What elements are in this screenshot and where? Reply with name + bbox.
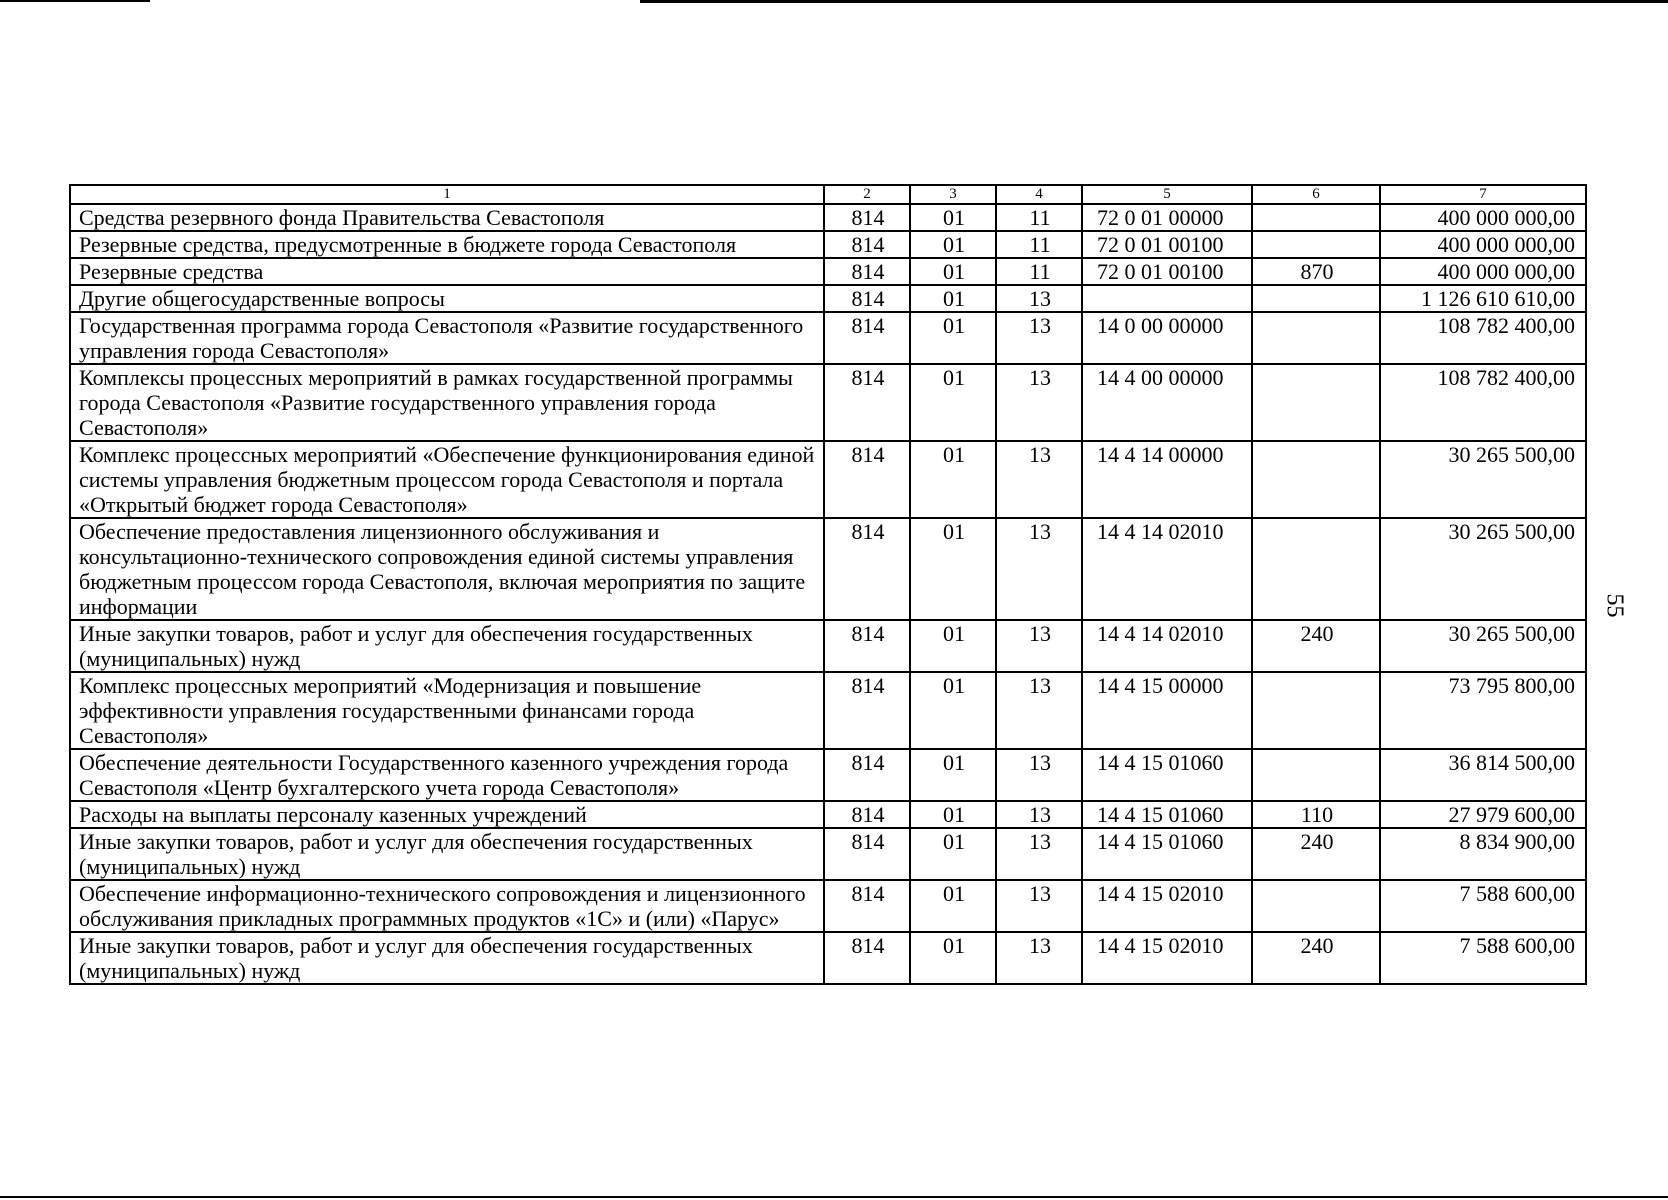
row-name-cell: Иные закупки товаров, работ и услуг для обеспечения государственных (муниципальных) нужд [70, 932, 824, 984]
row-target-article: 14 4 14 02010 [1082, 620, 1252, 672]
column-number: 6 [1252, 185, 1380, 204]
row-expense-type [1252, 312, 1380, 364]
table-row [70, 749, 1586, 801]
table-row [70, 932, 1586, 984]
column-number: 2 [824, 185, 910, 204]
row-department-code: 814 [824, 204, 910, 231]
row-subsection-code: 11 [996, 204, 1082, 231]
row-expense-type [1252, 672, 1380, 749]
row-target-article: 14 4 14 00000 [1082, 441, 1252, 518]
row-expense-type: 870 [1252, 258, 1380, 285]
row-department-code: 814 [824, 801, 910, 828]
row-subsection-code: 13 [996, 880, 1082, 932]
row-department-code: 814 [824, 749, 910, 801]
row-subsection-code: 13 [996, 518, 1082, 620]
table-row [70, 364, 1586, 441]
row-expense-type [1252, 441, 1380, 518]
row-target-article: 72 0 01 00100 [1082, 231, 1252, 258]
row-section-code: 01 [910, 620, 996, 672]
row-target-article: 14 0 00 00000 [1082, 312, 1252, 364]
row-department-code: 814 [824, 932, 910, 984]
row-name-cell: Резервные средства [70, 258, 824, 285]
row-subsection-code: 13 [996, 801, 1082, 828]
table-row [70, 258, 1586, 285]
row-name-cell: Комплексы процессных мероприятий в рамках государственной программы города Севастополя «Развитие государственного управления города Севастополя» [70, 364, 824, 441]
row-amount: 7 588 600,00 [1380, 932, 1586, 984]
row-subsection-code: 13 [996, 932, 1082, 984]
row-subsection-code: 11 [996, 231, 1082, 258]
row-expense-type [1252, 518, 1380, 620]
table-row [70, 285, 1586, 312]
table-row [70, 441, 1586, 518]
row-section-code: 01 [910, 441, 996, 518]
row-section-code: 01 [910, 364, 996, 441]
table-row [70, 231, 1586, 258]
row-target-article: 14 4 15 02010 [1082, 932, 1252, 984]
table-row [70, 518, 1586, 620]
row-target-article: 14 4 00 00000 [1082, 364, 1252, 441]
row-name-cell: Резервные средства, предусмотренные в бюджете города Севастополя [70, 231, 824, 258]
row-section-code: 01 [910, 749, 996, 801]
row-name-cell: Средства резервного фонда Правительства Севастополя [70, 204, 824, 231]
row-section-code: 01 [910, 258, 996, 285]
row-subsection-code: 13 [996, 285, 1082, 312]
row-department-code: 814 [824, 672, 910, 749]
row-target-article: 72 0 01 00100 [1082, 258, 1252, 285]
row-subsection-code: 13 [996, 312, 1082, 364]
row-target-article: 14 4 14 02010 [1082, 518, 1252, 620]
row-expense-type [1252, 285, 1380, 312]
table-row [70, 880, 1586, 932]
row-target-article: 14 4 15 01060 [1082, 801, 1252, 828]
row-subsection-code: 13 [996, 828, 1082, 880]
row-department-code: 814 [824, 441, 910, 518]
column-number: 3 [910, 185, 996, 204]
row-amount: 8 834 900,00 [1380, 828, 1586, 880]
row-subsection-code: 13 [996, 620, 1082, 672]
row-department-code: 814 [824, 312, 910, 364]
row-department-code: 814 [824, 364, 910, 441]
row-name-cell: Расходы на выплаты персоналу казенных учреждений [70, 801, 824, 828]
row-name-cell: Обеспечение деятельности Государственного казенного учреждения города Севастополя «Центр бухгалтерского учета города Севастополя» [70, 749, 824, 801]
row-section-code: 01 [910, 204, 996, 231]
row-subsection-code: 13 [996, 441, 1082, 518]
row-name-cell: Обеспечение предоставления лицензионного обслуживания и консультационно-технического сопровождения единой системы управления бюджетным процессом города Севастополя, включая мероприятия по защите информации [70, 518, 824, 620]
row-name-cell: Другие общегосударственные вопросы [70, 285, 824, 312]
row-expense-type [1252, 364, 1380, 441]
row-amount: 108 782 400,00 [1380, 364, 1586, 441]
row-department-code: 814 [824, 620, 910, 672]
row-expense-type: 240 [1252, 620, 1380, 672]
row-section-code: 01 [910, 231, 996, 258]
row-target-article [1082, 285, 1252, 312]
row-expense-type [1252, 204, 1380, 231]
row-section-code: 01 [910, 285, 996, 312]
row-expense-type [1252, 749, 1380, 801]
column-number: 7 [1380, 185, 1586, 204]
row-target-article: 72 0 01 00000 [1082, 204, 1252, 231]
row-target-article: 14 4 15 01060 [1082, 749, 1252, 801]
row-amount: 400 000 000,00 [1380, 258, 1586, 285]
row-subsection-code: 11 [996, 258, 1082, 285]
row-section-code: 01 [910, 312, 996, 364]
table-row [70, 312, 1586, 364]
row-expense-type: 240 [1252, 828, 1380, 880]
row-amount: 30 265 500,00 [1380, 441, 1586, 518]
column-number: 5 [1082, 185, 1252, 204]
table-row [70, 204, 1586, 231]
row-name-cell: Иные закупки товаров, работ и услуг для обеспечения государственных (муниципальных) нужд [70, 828, 824, 880]
row-department-code: 814 [824, 231, 910, 258]
row-subsection-code: 13 [996, 364, 1082, 441]
scan-edge-line [640, 0, 1668, 3]
row-amount: 7 588 600,00 [1380, 880, 1586, 932]
row-amount: 30 265 500,00 [1380, 518, 1586, 620]
scan-edge-line [0, 0, 150, 2]
row-section-code: 01 [910, 828, 996, 880]
row-department-code: 814 [824, 258, 910, 285]
table-row [70, 828, 1586, 880]
row-amount: 27 979 600,00 [1380, 801, 1586, 828]
row-department-code: 814 [824, 828, 910, 880]
column-number: 4 [996, 185, 1082, 204]
budget-table [69, 184, 1587, 985]
row-expense-type: 240 [1252, 932, 1380, 984]
table-row [70, 672, 1586, 749]
row-name-cell: Комплекс процессных мероприятий «Обеспечение функционирования единой системы управления бюджетным процессом города Севастополя и портала «Открытый бюджет города Севастополя» [70, 441, 824, 518]
row-department-code: 814 [824, 880, 910, 932]
page-number: 55 [1601, 593, 1628, 618]
row-department-code: 814 [824, 518, 910, 620]
row-section-code: 01 [910, 801, 996, 828]
row-section-code: 01 [910, 932, 996, 984]
row-subsection-code: 13 [996, 749, 1082, 801]
row-target-article: 14 4 15 02010 [1082, 880, 1252, 932]
row-section-code: 01 [910, 880, 996, 932]
row-section-code: 01 [910, 518, 996, 620]
row-name-cell: Обеспечение информационно-технического сопровождения и лицензионного обслуживания прикладных программных продуктов «1С» и (или) «Парус» [70, 880, 824, 932]
row-name-cell: Комплекс процессных мероприятий «Модернизация и повышение эффективности управления государственными финансами города Севастополя» [70, 672, 824, 749]
row-amount: 30 265 500,00 [1380, 620, 1586, 672]
row-amount: 1 126 610 610,00 [1380, 285, 1586, 312]
column-number: 1 [70, 185, 824, 204]
row-expense-type [1252, 880, 1380, 932]
row-name-cell: Иные закупки товаров, работ и услуг для обеспечения государственных (муниципальных) нужд [70, 620, 824, 672]
row-target-article: 14 4 15 01060 [1082, 828, 1252, 880]
row-amount: 36 814 500,00 [1380, 749, 1586, 801]
row-amount: 73 795 800,00 [1380, 672, 1586, 749]
column-number-row [70, 185, 1586, 204]
row-department-code: 814 [824, 285, 910, 312]
row-name-cell: Государственная программа города Севастополя «Развитие государственного управления города Севастополя» [70, 312, 824, 364]
row-target-article: 14 4 15 00000 [1082, 672, 1252, 749]
row-amount: 108 782 400,00 [1380, 312, 1586, 364]
row-expense-type [1252, 231, 1380, 258]
row-section-code: 01 [910, 672, 996, 749]
table-row [70, 801, 1586, 828]
row-expense-type: 110 [1252, 801, 1380, 828]
row-subsection-code: 13 [996, 672, 1082, 749]
row-amount: 400 000 000,00 [1380, 231, 1586, 258]
row-amount: 400 000 000,00 [1380, 204, 1586, 231]
table-row [70, 620, 1586, 672]
scan-edge-line [0, 1196, 1668, 1198]
